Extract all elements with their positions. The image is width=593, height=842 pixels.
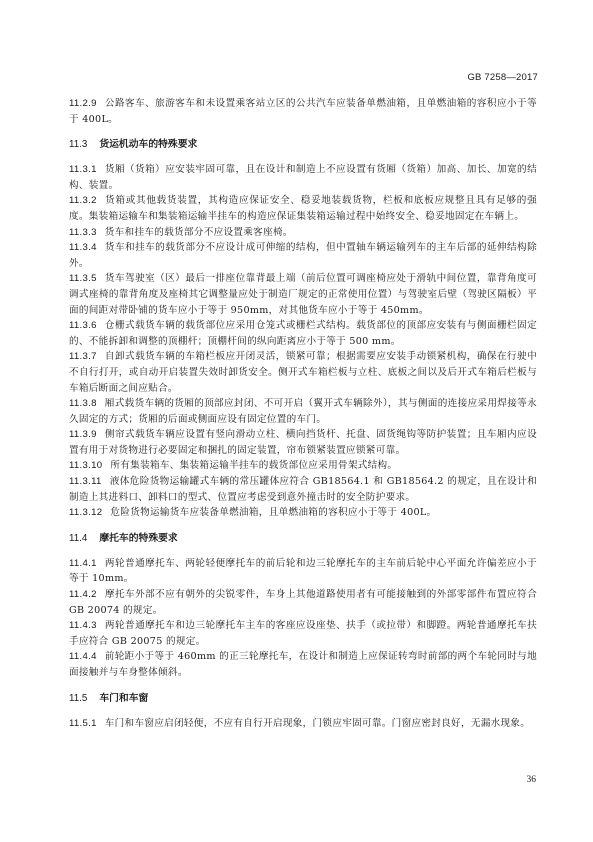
clause-paragraph	[69, 556, 537, 587]
clause-number: 11.3.6	[69, 320, 97, 332]
clause-paragraph	[69, 162, 537, 193]
clause-text: 危险货物运输货车应装备单燃油箱，且单燃油箱的容积应小于等于 400L。	[110, 507, 437, 519]
section-number: 11.3	[69, 139, 88, 151]
clause-number: 11.3.5	[69, 273, 97, 285]
clause-number: 11.5.1	[69, 717, 97, 729]
clause-number: 11.3.7	[69, 351, 97, 363]
clause-number: 11.3.8	[69, 398, 97, 410]
clause-paragraph	[69, 505, 537, 521]
clause-paragraph	[69, 474, 537, 505]
section-title: 货运机动车的特殊要求	[99, 139, 198, 151]
clause-paragraph	[69, 618, 537, 649]
clause-paragraph	[69, 271, 537, 318]
clause-paragraph	[69, 225, 537, 241]
clause-number: 11.4.3	[69, 620, 97, 632]
section-heading	[69, 531, 537, 546]
clause-text: 前轮距小于等于 460mm 的正三轮摩托车，在设计和制造上应保证转弯时前部的两个车轮同时与地面接触并与车身整体倾斜。	[69, 651, 537, 678]
clause-text: 货车和挂车的载货部分不应设置乘客座椅。	[104, 226, 293, 238]
clause-number: 11.3.2	[69, 195, 97, 207]
section-heading	[69, 691, 537, 706]
section-title: 摩托车的特殊要求	[99, 532, 178, 544]
clause-text: 两轮普通摩托车和边三轮摩托车主车的客座应设座垫、扶手（或拉带）和脚蹬。两轮普通摩托车扶手应符合 GB 20075 的规定。	[69, 620, 537, 647]
clause-paragraph	[69, 427, 537, 458]
section-heading	[69, 137, 537, 152]
section-title: 车门和车窗	[99, 692, 149, 704]
clause-text: 两轮普通摩托车、两轮轻便摩托车的前后轮和边三轮摩托车的主车前后轮中心平面允许偏差应小于等于 10mm。	[69, 557, 537, 585]
clause-paragraph	[69, 349, 537, 396]
clause-number: 11.4.2	[69, 589, 97, 601]
clause-number: 11.3.4	[69, 242, 97, 254]
clause-text: 厢式载货车辆的货厢的顶部应封闭、不可开启（翼开式车辆除外），其与侧面的连接应采用焊接等永久固定的方式；货厢的后面或侧面应设有固定位置的车门。	[69, 398, 537, 425]
clause-number: 11.4.1	[69, 557, 97, 569]
clause-text: 车门和车窗应启闭轻便，不应有自行开启现象，门锁应牢固可靠。门窗应密封良好，无漏水现象。	[104, 717, 531, 729]
clause-number: 11.3.10	[69, 460, 103, 472]
clause-text: 液体危险货物运输罐式车辆的常压罐体应符合 GB18564.1 和 GB18564.2 的规定，且在设计和制造上其进料口、卸料口的型式、位置应考虑受到意外撞击时的安全防护要求。	[69, 476, 537, 503]
clause-number: 11.3.1	[69, 164, 97, 176]
standard-code: GB 7258—2017	[467, 72, 538, 83]
section-number: 11.4	[69, 532, 88, 544]
clause-text: 公路客车、旅游客车和未设置乘客站立区的公共汽车应装备单燃油箱，且单燃油箱的容积应小于等于 400L。	[69, 98, 537, 125]
clause-paragraph	[69, 396, 537, 427]
clause-number: 11.4.4	[69, 651, 97, 663]
clause-text: 货车和挂车的载货部分不应设计成可伸缩的结构，但中置轴车辆运输列车的主车后部的延伸结构除外。	[69, 242, 537, 269]
clause-number: 11.3.11	[69, 476, 102, 488]
clause-paragraph	[69, 193, 537, 224]
clause-text: 自卸式载货车辆的车箱栏板应开闭灵活，锁紧可靠；根据需要应安装手动锁紧机构，确保在行驶中不自行打开，或自动开启装置失效时卸货安全。侧开式车箱栏板与立柱、底板之间以及后开式车箱后栏板与车箱后断面之间应贴合。	[69, 351, 537, 394]
document-body	[69, 96, 537, 731]
clause-text: 摩托车外部不应有朝外的尖锐零件，车身上其他道路使用者有可能接触到的外部零部件布置应符合 GB 20074 的规定。	[69, 589, 537, 616]
clause-text: 货车驾驶室（区）最后一排座位靠背最上端（前后位置可调座椅应处于滑轨中间位置，靠背角度可调式座椅的靠背角度及座椅其它调整量应处于制造厂规定的正常使用位置）与驾驶室后壁（驾驶区隔板）平面的间距对带卧铺的货车应小于等于 950mm，对其他货车应小于等于 450mm。	[69, 273, 537, 316]
clause-number: 11.2.9	[69, 98, 97, 109]
clause-text: 侧帘式载货车辆应设置有竖向滑动立柱、横向挡货杆、托盘、固货绳钩等防护装置；且车厢内应设置有用于对货物进行必要固定和捆扎的固定装置，帘布锁紧装置应锁紧可靠。	[69, 429, 537, 456]
clause-number: 11.3.3	[69, 226, 97, 238]
clause-text: 所有集装箱车、集装箱运输半挂车的载货部位应采用骨架式结构。	[110, 460, 398, 472]
clause-text: 仓栅式载货车辆的载货部位应采用仓笼式或栅栏式结构。载货部位的顶部应安装有与侧面栅栏固定的、不能拆卸和调整的顶棚杆；顶棚杆间的纵向距离应小于等于 500 mm。	[69, 320, 537, 347]
clause-number: 11.3.12	[69, 507, 103, 519]
clause-paragraph	[69, 587, 537, 618]
clause-paragraph	[69, 649, 537, 680]
section-number: 11.5	[69, 692, 88, 704]
page-number: 36	[526, 775, 536, 785]
clause-paragraph	[69, 318, 537, 349]
clause-paragraph	[69, 716, 537, 732]
clause-number: 11.3.9	[69, 429, 97, 441]
clause-paragraph	[69, 458, 537, 474]
clause-paragraph	[69, 96, 537, 127]
clause-text: 货箱或其他载货装置，其构造应保证安全、稳妥地装载货物，栏板和底板应规整且具有足够的强度。集装箱运输车和集装箱运输半挂车的构造应保证集装箱运输过程中始终安全、稳妥地固定在车辆上。	[69, 195, 537, 222]
clause-paragraph	[69, 240, 537, 271]
clause-text: 货厢（货箱）应安装牢固可靠，且在设计和制造上不应设置有货厢（货箱）加高、加长、加宽的结构、装置。	[69, 164, 537, 191]
